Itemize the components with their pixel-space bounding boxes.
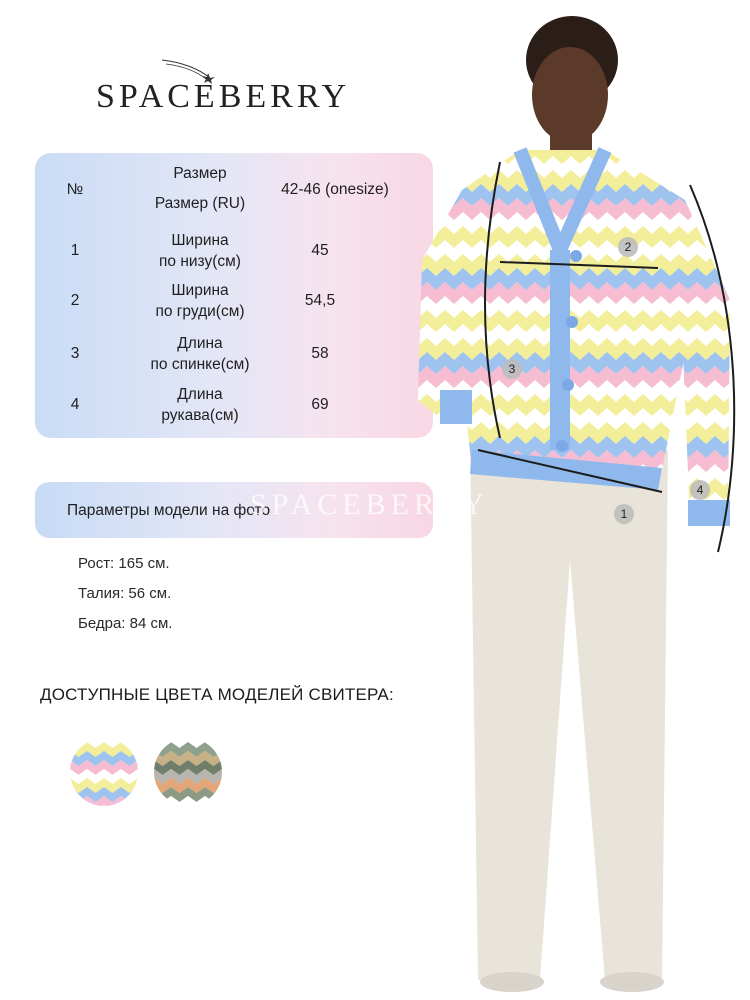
table-row-param: Ширина по низу(см) <box>159 232 241 270</box>
shoe-right <box>600 972 664 992</box>
table-header-size: Размер <box>173 165 227 182</box>
model-waist: Талия: 56 см. <box>78 585 172 602</box>
table-row-value: 69 <box>311 396 329 413</box>
table-header-size-ru: Размер (RU) <box>154 195 246 212</box>
table-row-value: 58 <box>311 345 329 362</box>
table-row-num: 2 <box>70 292 80 309</box>
model-params-title: Параметры модели на фото <box>67 502 271 519</box>
shoe-left <box>480 972 544 992</box>
marker-label: 3 <box>508 362 516 376</box>
size-table <box>35 153 433 438</box>
colors-title: ДОСТУПНЫЕ ЦВЕТА МОДЕЛЕЙ СВИТЕРА: <box>40 685 394 704</box>
sleeve-right <box>682 200 730 520</box>
swatch-stripe <box>154 796 222 806</box>
marker-label: 2 <box>624 240 632 254</box>
color-swatch-earth[interactable] <box>154 738 222 806</box>
marker-label: 1 <box>620 507 628 521</box>
button-placket <box>550 250 570 450</box>
marker-label: 4 <box>696 483 704 497</box>
table-row-num: 4 <box>70 396 80 413</box>
brand-logo <box>96 58 396 118</box>
brand-watermark: SPACEBERRY <box>250 488 489 521</box>
table-row-param: Ширина по груди(см) <box>155 282 245 320</box>
model-height: Рост: 165 см. <box>78 555 170 572</box>
swatch-stripe <box>70 796 138 806</box>
table-row-value: 54,5 <box>304 292 336 309</box>
cuff-left <box>440 390 472 424</box>
table-header-size-value: 42-46 (onesize) <box>281 181 389 198</box>
model-hips: Бедра: 84 см. <box>78 615 173 632</box>
table-row-param: Длина рукава(см) <box>161 386 239 424</box>
face <box>532 47 608 143</box>
brand-name: SPACEBERRY <box>96 78 351 115</box>
trousers <box>470 440 668 980</box>
table-header-num: № <box>66 181 84 198</box>
table-row-num: 1 <box>70 242 80 259</box>
table-row-param: Длина по спинке(см) <box>150 335 250 373</box>
color-swatch-pastel[interactable] <box>70 738 138 806</box>
table-row-num: 3 <box>70 345 80 362</box>
table-row-value: 45 <box>311 242 329 259</box>
